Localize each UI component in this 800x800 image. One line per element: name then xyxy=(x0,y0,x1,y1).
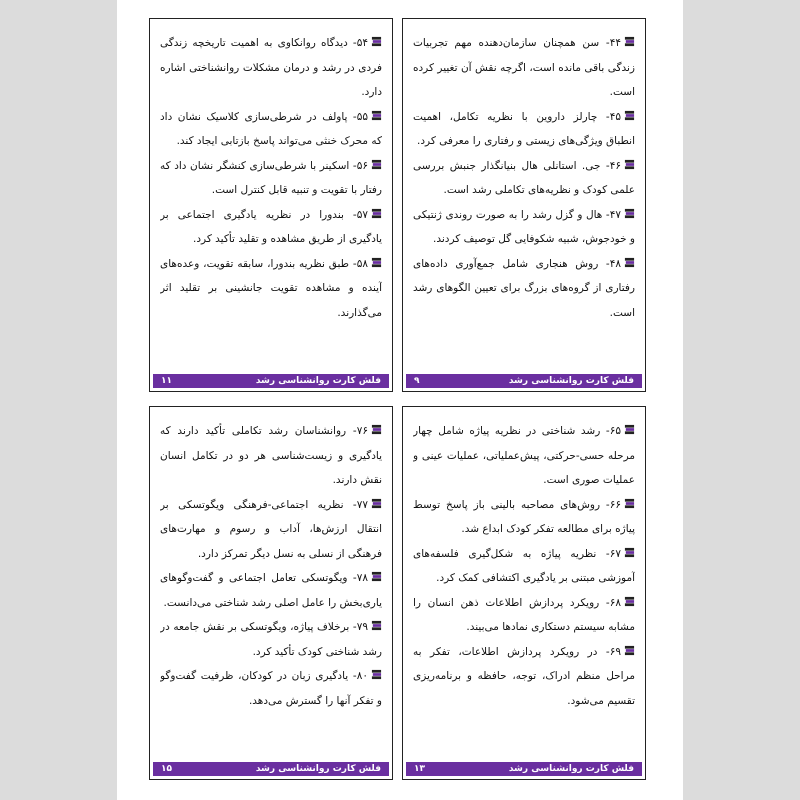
flashcard-item-text: ۷۸- ویگوتسکی تعامل اجتماعی و گفت‌وگوهای یاری‌بخش را عامل اصلی رشد شناختی می‌دانست. xyxy=(160,572,382,609)
book-stack-icon xyxy=(624,592,635,603)
flashcard-item xyxy=(160,419,382,493)
book-stack-icon xyxy=(371,106,382,117)
footer-title: فلش کارت روانشناسی رشد xyxy=(255,764,381,774)
flashcard-footer xyxy=(153,762,389,776)
flashcard-item-text: ۶۶- روش‌های مصاحبه بالینی باز پاسخ توسط پیاژه برای مطالعه تفکر کودک ابداع شد. xyxy=(413,498,635,535)
flashcard-item-text: ۸۰- یادگیری زبان در کودکان، ظرفیت گفت‌وگو و تفکر آنها را گسترش می‌دهد. xyxy=(160,670,382,707)
flashcard-item-text: ۴۶- جی. استانلی هال بنیانگذار جنبش بررسی علمی کودک و نظریه‌های تکاملی رشد است. xyxy=(413,159,635,196)
flashcard-item xyxy=(413,252,635,326)
flashcard-item xyxy=(413,640,635,714)
flashcard-item-text: ۵۴- دیدگاه روانکاوی به اهمیت تاریخچه زندگی فردی در رشد و درمان مشکلات روانشناختی اشاره دارد. xyxy=(160,37,382,98)
flashcard-body xyxy=(160,419,382,755)
page-number: ۱۳ xyxy=(414,764,425,774)
flashcard-item-text: ۴۸- روش هنجاری شامل جمع‌آوری داده‌های رفتاری از گروه‌های بزرگ برای تعیین الگوهای رشد است. xyxy=(413,257,635,319)
flashcard-item xyxy=(413,542,635,591)
flashcard-item-text: ۶۹- در رویکرد پردازش اطلاعات، تفکر به مراحل منظم ادراک، توجه، حافظه و برنامه‌ریزی تقسیم می‌شود. xyxy=(413,645,635,707)
flashcard-item-text: ۵۸- طبق نظریه بندورا، سابقه تقویت، وعده‌های آینده و مشاهده تقویت جانشینی بر تقلید اثر می‌گذارند. xyxy=(160,257,382,319)
book-stack-icon xyxy=(624,32,635,43)
flashcard-item xyxy=(160,252,382,326)
flashcard-footer xyxy=(406,762,642,776)
book-stack-icon xyxy=(371,665,382,676)
flashcard-item xyxy=(160,31,382,105)
flashcard-item xyxy=(160,105,382,154)
flashcard-page-9 xyxy=(402,18,646,392)
footer-title: فلش کارت روانشناسی رشد xyxy=(255,376,381,386)
flashcard-item xyxy=(413,154,635,203)
book-stack-icon xyxy=(371,204,382,215)
flashcard-item xyxy=(160,154,382,203)
book-stack-icon xyxy=(624,494,635,505)
book-stack-icon xyxy=(624,155,635,166)
flashcard-body xyxy=(413,31,635,367)
flashcard-item xyxy=(413,493,635,542)
flashcard-item-text: ۵۶- اسکینر با شرطی‌سازی کنشگر نشان داد که رفتار با تقویت و تنبیه قابل کنترل است. xyxy=(160,159,382,196)
flashcard-footer xyxy=(153,374,389,388)
flashcard-item-text: ۵۵- پاولف در شرطی‌سازی کلاسیک نشان داد که محرک خنثی می‌تواند پاسخ بازتابی ایجاد کند. xyxy=(160,110,382,147)
book-stack-icon xyxy=(624,420,635,431)
page-number: ۹ xyxy=(414,376,420,386)
flashcard-item xyxy=(160,493,382,567)
flashcard-page-13 xyxy=(402,406,646,780)
flashcard-footer xyxy=(406,374,642,388)
flashcard-item-text: ۵۷- بندورا در نظریه یادگیری اجتماعی بر یادگیری از طریق مشاهده و تقلید تأکید کرد. xyxy=(160,208,382,245)
flashcard-page-15 xyxy=(149,406,393,780)
book-stack-icon xyxy=(624,253,635,264)
book-stack-icon xyxy=(371,494,382,505)
book-stack-icon xyxy=(371,155,382,166)
flashcard-item xyxy=(160,203,382,252)
flashcard-item-text: ۴۵- چارلز داروین با نظریه تکامل، اهمیت انطباق ویژگی‌های زیستی و رفتاری را معرفی کرد. xyxy=(413,110,635,147)
footer-title: فلش کارت روانشناسی رشد xyxy=(508,764,634,774)
flashcard-body xyxy=(413,419,635,755)
book-stack-icon xyxy=(371,420,382,431)
flashcard-item xyxy=(160,566,382,615)
flashcard-item xyxy=(413,105,635,154)
book-stack-icon xyxy=(624,106,635,117)
flashcard-item xyxy=(413,419,635,493)
flashcard-item-text: ۶۸- رویکرد پردازش اطلاعات ذهن انسان را مشابه سیستم دستکاری نمادها می‌بیند. xyxy=(413,596,635,633)
book-stack-icon xyxy=(624,641,635,652)
flashcard-item-text: ۶۵- رشد شناختی در نظریه پیاژه شامل چهار مرحله حسی-حرکتی، پیش‌عملیاتی، عملیات عینی و عملیات صوری است. xyxy=(413,425,635,486)
flashcard-item-text: ۴۷- هال و گزل رشد را به صورت روندی ژنتیکی و خودجوش، شبیه شکوفایی گل توصیف کردند. xyxy=(413,208,635,245)
footer-title: فلش کارت روانشناسی رشد xyxy=(508,376,634,386)
flashcard-item xyxy=(160,664,382,713)
page-number: ۱۱ xyxy=(161,376,172,386)
flashcard-item xyxy=(413,591,635,640)
book-stack-icon xyxy=(371,32,382,43)
flashcard-item xyxy=(160,615,382,664)
flashcard-item xyxy=(413,31,635,105)
flashcard-item-text: ۴۴- سن همچنان سازمان‌دهنده مهم تجربیات زندگی باقی مانده است، اگرچه نقش آن تغییر کرده است. xyxy=(413,37,635,98)
book-stack-icon xyxy=(624,543,635,554)
flashcard-item-text: ۷۷- نظریه اجتماعی-فرهنگی ویگوتسکی بر انتقال ارزش‌ها، آداب و رسوم و مهارت‌های فرهنگی از نسلی به نسل دیگر تمرکز دارد. xyxy=(160,498,382,560)
flashcard-item xyxy=(413,203,635,252)
flashcard-body xyxy=(160,31,382,367)
page-number: ۱۵ xyxy=(161,764,172,774)
book-stack-icon xyxy=(371,253,382,264)
book-stack-icon xyxy=(371,616,382,627)
document-sheet xyxy=(117,0,683,800)
flashcard-item-text: ۷۹- برخلاف پیاژه، ویگوتسکی بر نقش جامعه در رشد شناختی کودک تأکید کرد. xyxy=(160,621,382,658)
flashcard-item-text: ۷۶- روانشناسان رشد تکاملی تأکید دارند که یادگیری و زیست‌شناسی هر دو در تکامل انسان نقش دارند. xyxy=(160,425,382,486)
flashcard-page-11 xyxy=(149,18,393,392)
flashcard-item-text: ۶۷- نظریه پیاژه به شکل‌گیری فلسفه‌های آموزشی مبتنی بر یادگیری اکتشافی کمک کرد. xyxy=(413,547,635,584)
book-stack-icon xyxy=(371,567,382,578)
book-stack-icon xyxy=(624,204,635,215)
